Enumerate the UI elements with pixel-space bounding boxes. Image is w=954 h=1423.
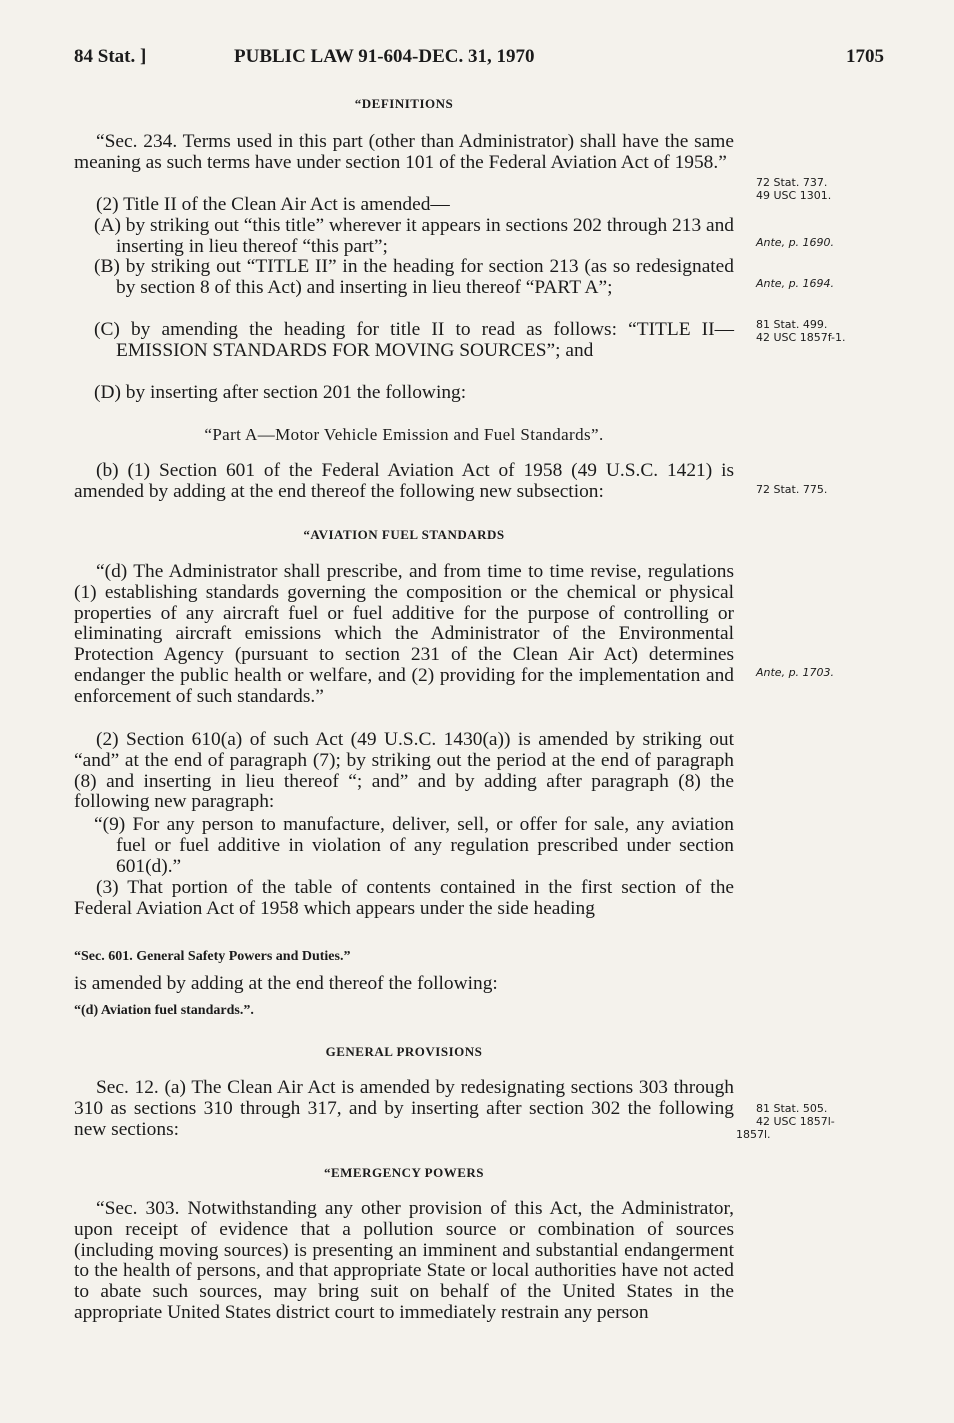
toc-entry-d <box>74 1003 734 1019</box>
section-234 <box>74 132 734 174</box>
margin-note-72-stat-737 <box>756 176 831 202</box>
section-303 <box>74 1199 734 1324</box>
aviation-heading-block <box>74 527 734 543</box>
margin-note-ante-1690 <box>756 236 834 249</box>
p3-text: (3) That portion of the table of contents contained in the first section of the Federal Aviation Act of 1958 which appears under the side heading <box>74 877 734 919</box>
sec-12-text: Sec. 12. (a) The Clean Air Act is amended by redesignating sections 303 through 310 as sections 310 through 317, and by inserting after section 302 the following new sections: <box>74 1077 734 1140</box>
margin-note-line: 42 USC 1857f-1. <box>756 331 846 344</box>
d-text: “(d) The Administrator shall prescribe, and from time to time revise, regulations (1) establishing standards governing the composition or the chemical or physical properties of any aircraft fuel or fuel additive for the purpose of controlling or eliminating aircraft emissions which the Administrator of the Environmental Protection Agency (pursuant to section 231 of the Clean Air Act) determines endanger the public health or welfare, and (2) providing for the implementation and enforcement of such standards.” <box>74 561 734 707</box>
definitions-heading-block <box>74 96 734 112</box>
paragraph-2b <box>74 730 734 813</box>
paragraph-a <box>74 216 734 258</box>
general-provisions-heading: GENERAL PROVISIONS <box>325 1044 483 1059</box>
section-12 <box>74 1078 734 1140</box>
margin-note-line: 72 Stat. 775. <box>756 483 828 496</box>
toc-d-text: “(d) Aviation fuel standards.”. <box>74 1003 254 1018</box>
page-header <box>74 46 884 76</box>
pb-text: (B) by striking out “TITLE II” in the heading for section 213 (as so redesignated by section 8 of this Act) and inserting in lieu thereof “PART A”; <box>94 256 734 298</box>
paragraph-2 <box>74 195 734 216</box>
margin-note-ante-1694 <box>756 277 834 290</box>
part-a-heading: “Part A—Motor Vehicle Emission and Fuel Standards”. <box>204 425 604 444</box>
margin-note-line: Ante, p. 1703. <box>756 666 835 679</box>
emergency-heading-block <box>74 1165 734 1181</box>
toc-601-text: “Sec. 601. General Safety Powers and Duties.” <box>74 949 351 964</box>
p2-text: (2) Title II of the Clean Air Act is amended— <box>96 194 450 215</box>
pc-text: (C) by amending the heading for title II to read as follows: “TITLE II—EMISSION STANDARDS FOR MOVING SOURCES”; and <box>94 319 734 361</box>
pa-text: (A) by striking out “this title” wherever it appears in sections 202 through 213 and inserting in lieu thereof “this part”; <box>94 215 734 257</box>
running-title: PUBLIC LAW 91-604-DEC. 31, 1970 <box>234 46 535 67</box>
paragraph-b <box>74 257 734 299</box>
toc-entry-601 <box>74 949 734 965</box>
sec-234-text: “Sec. 234. Terms used in this part (other than Administrator) shall have the same meaning as such terms have under section 101 of the Federal Aviation Act of 1958.” <box>74 131 734 173</box>
paragraph-d <box>74 383 734 404</box>
volume-reference: 84 Stat. ] <box>74 46 147 67</box>
aviation-fuel-heading: “AVIATION FUEL STANDARDS <box>303 527 505 542</box>
amended-text: is amended by adding at the end thereof the following: <box>74 973 498 994</box>
part-a-heading-block <box>74 425 734 445</box>
paragraph-c <box>74 320 734 362</box>
amended-line <box>74 974 734 995</box>
subsection-b1 <box>74 461 734 503</box>
margin-note-81-stat-499 <box>756 318 845 344</box>
margin-note-72-stat-775 <box>756 483 827 496</box>
subsection-d <box>74 562 734 708</box>
emergency-powers-heading: “EMERGENCY POWERS <box>323 1165 485 1180</box>
margin-note-line: 81 Stat. 499. <box>756 318 828 331</box>
margin-note-line: 81 Stat. 505. <box>756 1102 828 1115</box>
margin-note-line: Ante, p. 1694. <box>756 277 835 290</box>
pd-insert-text: (D) by inserting after section 201 the following: <box>94 382 467 403</box>
margin-note-81-stat-505 <box>736 1102 835 1141</box>
margin-note-line: Ante, p. 1690. <box>756 236 835 249</box>
paragraph-3 <box>74 878 734 920</box>
margin-note-ante-1703 <box>756 666 834 679</box>
b1-text: (b) (1) Section 601 of the Federal Aviation Act of 1958 (49 U.S.C. 1421) is amended by adding at the end thereof the following new subsection: <box>74 460 734 502</box>
margin-note-line: 49 USC 1301. <box>756 189 832 202</box>
p9-text: “(9) For any person to manufacture, deliver, sell, or offer for sale, any aviation fuel or fuel additive in violation of any regulation prescribed under section 601(d).” <box>94 814 734 877</box>
p2b-text: (2) Section 610(a) of such Act (49 U.S.C. 1430(a)) is amended by striking out “and” at the end of paragraph (7); by striking out the period at the end of paragraph (8) and inserting in lieu thereof “; and” and by adding after paragraph (8) the following new paragraph: <box>74 729 734 813</box>
margin-note-line: 1857l. <box>736 1128 771 1141</box>
margin-note-line: 42 USC 1857l- <box>756 1115 835 1128</box>
paragraph-9 <box>74 815 734 877</box>
margin-note-line: 72 Stat. 737. <box>756 176 828 189</box>
definitions-heading: “DEFINITIONS <box>354 96 454 111</box>
page-number: 1705 <box>846 46 884 67</box>
general-heading-block <box>74 1044 734 1060</box>
sec-303-text: “Sec. 303. Notwithstanding any other provision of this Act, the Administrator, upon receipt of evidence that a pollution source or combination of sources (including moving sources) is presenting an imminent and substantial endangerment to the health of persons, and that appropriate State or local authorities have not acted to abate such sources, may bring suit on behalf of the United States in the appropriate United States district court to immediately restrain any person <box>74 1198 734 1323</box>
